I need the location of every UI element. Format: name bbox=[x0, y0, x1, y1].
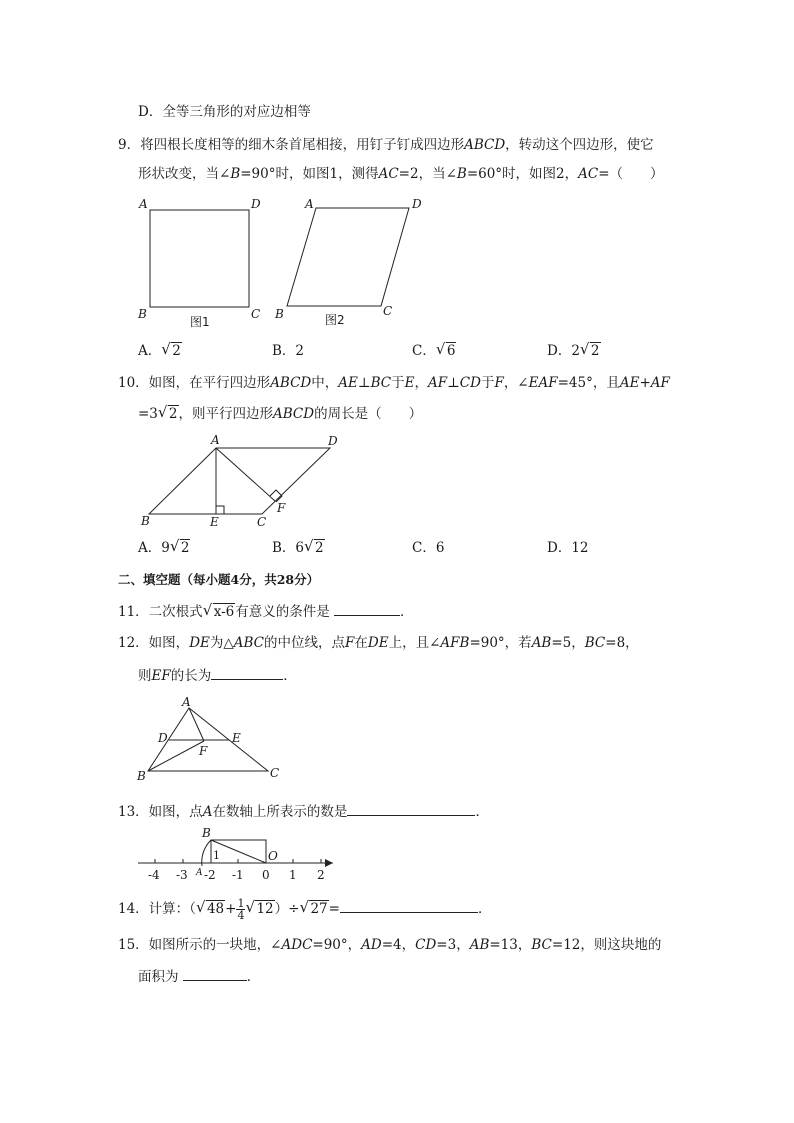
q12-label-d: D bbox=[158, 731, 168, 745]
q15-stem-line2: 面积为 ． bbox=[138, 966, 260, 987]
q12-stem-line1: 12．如图，DE为△ABC的中位线，点F在DE上，且∠AFB=90°，若AB=5，BC=8， bbox=[118, 635, 639, 651]
q11-stem: 11．二次根式√ x-6有意义的条件是 ． bbox=[118, 601, 414, 622]
tick-label: 1 bbox=[289, 868, 297, 882]
fig1-label-c: C bbox=[251, 307, 261, 321]
q15-answer-blank[interactable] bbox=[183, 966, 247, 981]
q13-label-o: O bbox=[268, 849, 278, 863]
tick-label: -1 bbox=[232, 868, 244, 882]
tick-label: 0 bbox=[262, 868, 270, 882]
q12-label-f: F bbox=[199, 744, 208, 758]
q10-stem-line1: 10．如图，在平行四边形ABCD中，AE⊥BC于E，AF⊥CD于F，∠EAF=45°，且AE+AF bbox=[118, 375, 670, 391]
tick-label: 2 bbox=[317, 868, 325, 882]
q8-option-d: D．全等三角形的对应边相等 bbox=[138, 104, 311, 120]
number-line-ticks bbox=[155, 859, 321, 863]
fig2-label-b: B bbox=[275, 307, 284, 321]
q9-option-d[interactable]: D．2√ 2 bbox=[547, 341, 601, 361]
fig1-label-b: B bbox=[138, 307, 147, 321]
q10-option-c[interactable]: C．6 bbox=[412, 540, 445, 556]
q10-option-a[interactable]: A．9√ 2 bbox=[138, 538, 190, 558]
q15-stem-line1: 15．如图所示的一块地，∠ADC=90°，AD=4，CD=3，AB=13，BC=12，则这块地的 bbox=[118, 937, 662, 953]
q9-stem-line1: 9．将四根长度相等的细木条首尾相接，用钉子钉成四边形ABCD，转动这个四边形，使它 bbox=[118, 137, 654, 153]
q10-label-c: C bbox=[257, 515, 267, 529]
q14-answer-blank[interactable] bbox=[340, 898, 478, 913]
fig1-label-d: D bbox=[251, 197, 261, 211]
fig2-label-d: D bbox=[412, 197, 422, 211]
q10-option-d[interactable]: D．12 bbox=[547, 540, 589, 556]
q10-label-e: E bbox=[210, 515, 219, 529]
arc bbox=[202, 840, 211, 866]
tick-label: -2 bbox=[204, 868, 216, 882]
q10-label-d: D bbox=[328, 434, 338, 448]
q13-label-one: 1 bbox=[213, 849, 220, 862]
q12-label-a: A bbox=[182, 695, 191, 709]
q14-stem: 14．计算：（√ 48+ $\frac{1}{4}$ √ 12）÷√ 27= ． bbox=[118, 898, 491, 921]
q10-option-b[interactable]: B．6√ 2 bbox=[272, 538, 325, 558]
q12-stem-line2: 则EF的长为 ． bbox=[138, 665, 297, 686]
q10-label-b: B bbox=[141, 514, 150, 528]
fig2-caption: 图2 bbox=[325, 313, 345, 327]
q10-label-f: F bbox=[277, 501, 286, 515]
q12-label-c: C bbox=[270, 766, 280, 780]
q10-label-a: A bbox=[211, 433, 220, 447]
q12-label-b: B bbox=[137, 769, 146, 783]
q9-option-b[interactable]: B．2 bbox=[272, 343, 305, 359]
fig1-label-a: A bbox=[139, 197, 148, 211]
tick-label: -4 bbox=[148, 868, 160, 882]
section-2-title: 二、填空题（每小题4分，共28分） bbox=[118, 572, 320, 587]
q10-stem-line2: =3√ 2，则平行四边形ABCD的周长是（ ） bbox=[138, 404, 422, 424]
q9-option-c[interactable]: C．√ 6 bbox=[412, 341, 456, 361]
q13-stem: 13．如图，点A在数轴上所表示的数是 ． bbox=[118, 801, 489, 822]
fig1-caption: 图1 bbox=[190, 315, 210, 329]
fig2-label-c: C bbox=[383, 304, 393, 318]
q12-label-e: E bbox=[232, 731, 241, 745]
q13-label-a: A bbox=[196, 868, 203, 878]
tick-label: -3 bbox=[176, 868, 188, 882]
q13-label-b: B bbox=[202, 826, 211, 840]
q9-stem-line2: 形状改变，当∠B=90°时，如图1，测得AC=2，当∠B=60°时，如图2，AC=（ ） bbox=[138, 166, 664, 182]
number-line-arrow bbox=[325, 859, 333, 867]
q9-option-a[interactable]: A．√ 2 bbox=[138, 341, 182, 361]
fig2-label-a: A bbox=[305, 197, 314, 211]
